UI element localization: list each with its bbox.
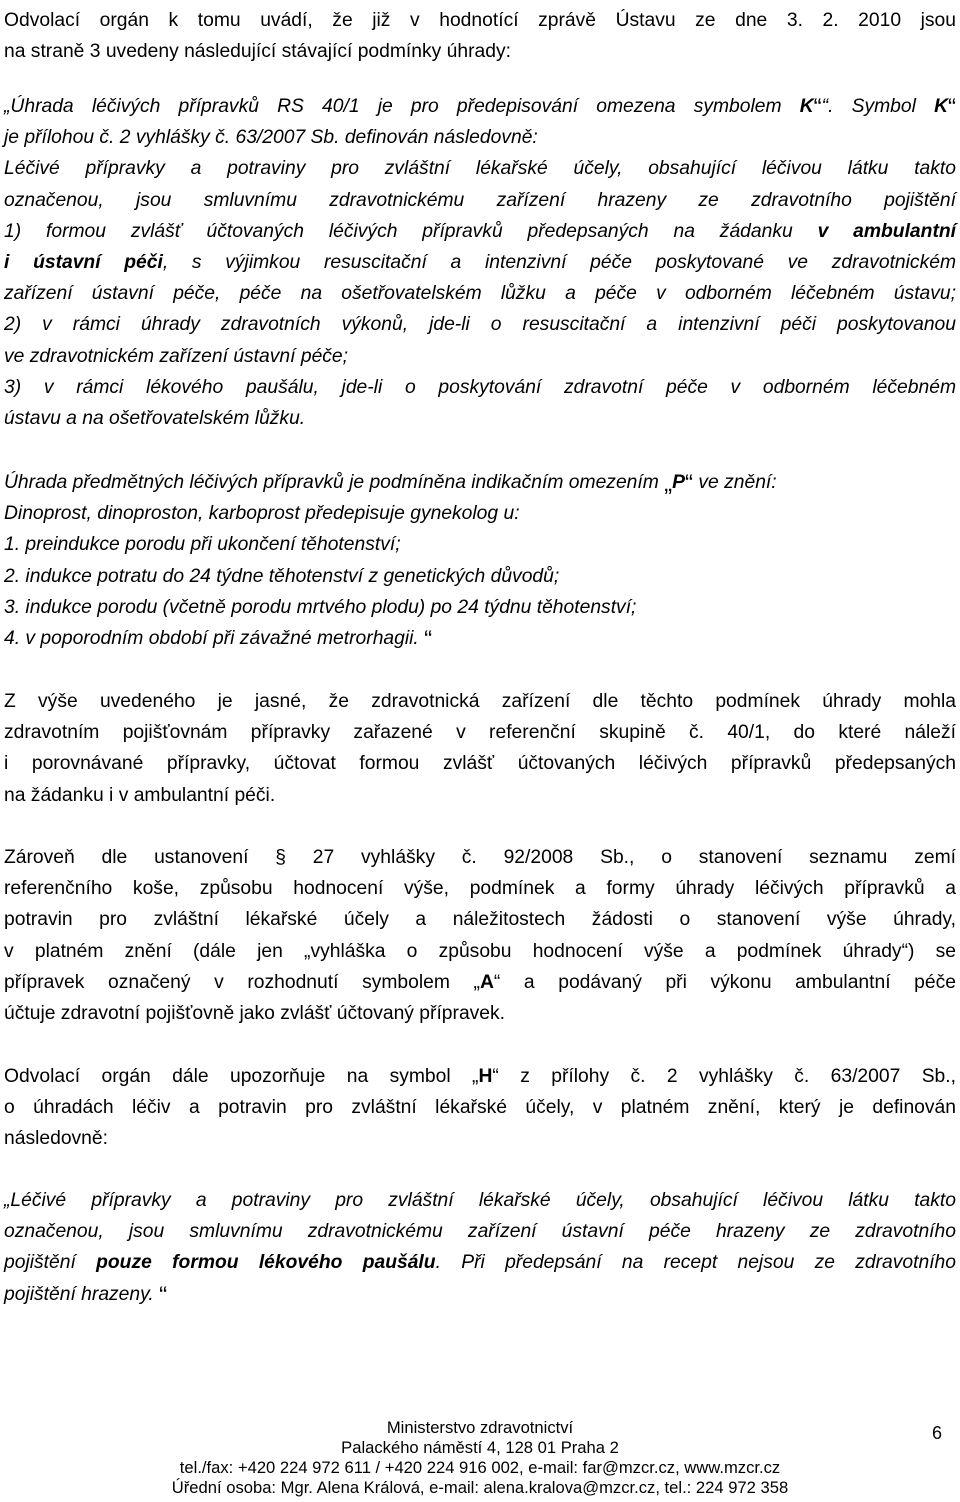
text-line: 2) v rámci úhrady zdravotních výkonů, jde-li o resuscitační a intenzivní péči poskytovanou: [4, 314, 956, 336]
paragraph-symbol-h: [4, 1061, 956, 1155]
text-line: ve zdravotnickém zařízení ústavní péče;: [4, 345, 349, 367]
text-line: na straně 3 uvedeny následující stávající podmínky úhrady:: [4, 41, 511, 63]
text-line: pojištění hrazeny. “: [4, 1281, 168, 1309]
intro-paragraph: [4, 5, 956, 67]
page-number: 6: [931, 1423, 942, 1443]
text-line: ústavu a na ošetřovatelském lůžku.: [4, 407, 306, 429]
text-line: „Úhrada léčivých přípravků RS 40/1 je pro předepisování omezena symbolem K““. Symbol K“: [4, 94, 956, 121]
text-line: 3. indukce porodu (včetně porodu mrtvého plodu) po 24 týdnu těhotenství;: [4, 596, 637, 618]
text-line: Odvolací orgán dále upozorňuje na symbol „H“ z přílohy č. 2 vyhlášky č. 63/2007 Sb.,: [4, 1066, 956, 1087]
footer-contact: tel./fax: +420 224 972 611 / +420 224 916 002, e-mail: far@mzcr.cz, www.mzcr.cz: [179, 1458, 781, 1477]
text-line: přípravek označený v rozhodnutí symbolem „A“ a podávaný při výkonu ambulantní péče: [4, 971, 956, 993]
text-line: Úhrada předmětných léčivých přípravků je podmíněna indikačním omezením „P“ ve znění:: [4, 470, 777, 497]
text-line: označenou, jsou smluvnímu zdravotnickému zařízení hrazeny ze zdravotního pojištění: [4, 189, 956, 211]
text-line: o úhradách léčiv a potravin pro zvláštní lékařské účely, v platném znění, který je definován: [4, 1097, 956, 1119]
text-line: i porovnávané přípravky, účtovat formou zvlášť účtovaných léčivých přípravků předepsaných: [4, 753, 956, 775]
footer-ministry: Ministerstvo zdravotnictví: [386, 1418, 574, 1437]
text-line: 1. preindukce porodu při ukončení těhotenství;: [4, 534, 401, 556]
quote-symbol-h: [4, 1185, 956, 1310]
text-line: zdravotním pojišťovnám přípravky zařazené v referenční skupině č. 40/1, do které náleží: [4, 722, 956, 744]
text-line: Odvolací orgán k tomu uvádí, že již v hodnotící zprávě Ústavu ze dne 3. 2. 2010 jsou: [4, 10, 956, 31]
paragraph-conclusion: [4, 686, 956, 811]
paragraph-regulation: [4, 842, 956, 1029]
text-line: 4. v poporodním období při závažné metrorhagii. “: [4, 625, 433, 653]
text-line: zařízení ústavní péče, péče na ošetřovatelském lůžku a péče v odborném léčebném ústavu;: [4, 283, 956, 305]
text-line: označenou, jsou smluvnímu zdravotnickému zařízení ústavní péče hrazeny ze zdravotního: [4, 1221, 956, 1243]
text-line: Z výše uvedeného je jasné, že zdravotnická zařízení dle těchto podmínek úhrady mohla: [4, 691, 956, 712]
text-line: referenčního koše, způsobu hodnocení výše, podmínek a formy úhrady léčivých přípravků a: [4, 878, 956, 900]
text-line: 2. indukce potratu do 24 týdne těhotenství z genetických důvodů;: [4, 565, 560, 587]
text-line: účtuje zdravotní pojišťovně jako zvlášť účtovaný přípravek.: [4, 1002, 506, 1024]
text-line: pojištění pouze formou lékového paušálu. Při předepsání na recept nejsou ze zdravotního: [4, 1252, 956, 1274]
text-line: 3) v rámci lékového paušálu, jde-li o poskytování zdravotní péče v odborném léčebném: [4, 376, 956, 398]
text-line: je přílohou č. 2 vyhlášky č. 63/2007 Sb. definován následovně:: [4, 127, 538, 149]
text-line: Léčivé přípravky a potraviny pro zvláštní lékařské účely, obsahující léčivou látku takto: [4, 158, 956, 180]
text-line: Zároveň dle ustanovení § 27 vyhlášky č. 92/2008 Sb., o stanovení seznamu zemí: [4, 847, 956, 868]
text-line: následovně:: [4, 1128, 108, 1150]
footer-address: Palackého náměstí 4, 128 01 Praha 2: [341, 1438, 619, 1457]
text-line: potravin pro zvláštní lékařské účely a náležitostech žádosti o stanovení výše úhrady,: [4, 909, 956, 931]
text-line: v platném znění (dále jen „vyhláška o způsobu hodnocení výše a podmínek úhrady“) se: [4, 940, 956, 962]
footer-official: Úřední osoba: Mgr. Alena Králová, e-mail: alena.kralova@mzcr.cz, tel.: 224 972 358: [171, 1478, 789, 1497]
text-line: i ústavní péči, s výjimkou resuscitační a intenzivní péče poskytované ve zdravotnickém: [4, 251, 957, 273]
text-line: „Léčivé přípravky a potraviny pro zvláštní lékařské účely, obsahující léčivou látku takto: [4, 1190, 956, 1211]
page-footer: [0, 1418, 960, 1498]
text-line: 1) formou zvlášť účtovaných léčivých přípravků předepsaných na žádanku v ambulantní: [4, 220, 956, 242]
text-line: na žádanku i v ambulantní péči.: [4, 784, 276, 806]
text-line: Dinoprost, dinoproston, karboprost předepisuje gynekolog u:: [4, 503, 520, 525]
quote-symbol-k: [4, 91, 956, 434]
quote-symbol-p: [4, 467, 956, 654]
